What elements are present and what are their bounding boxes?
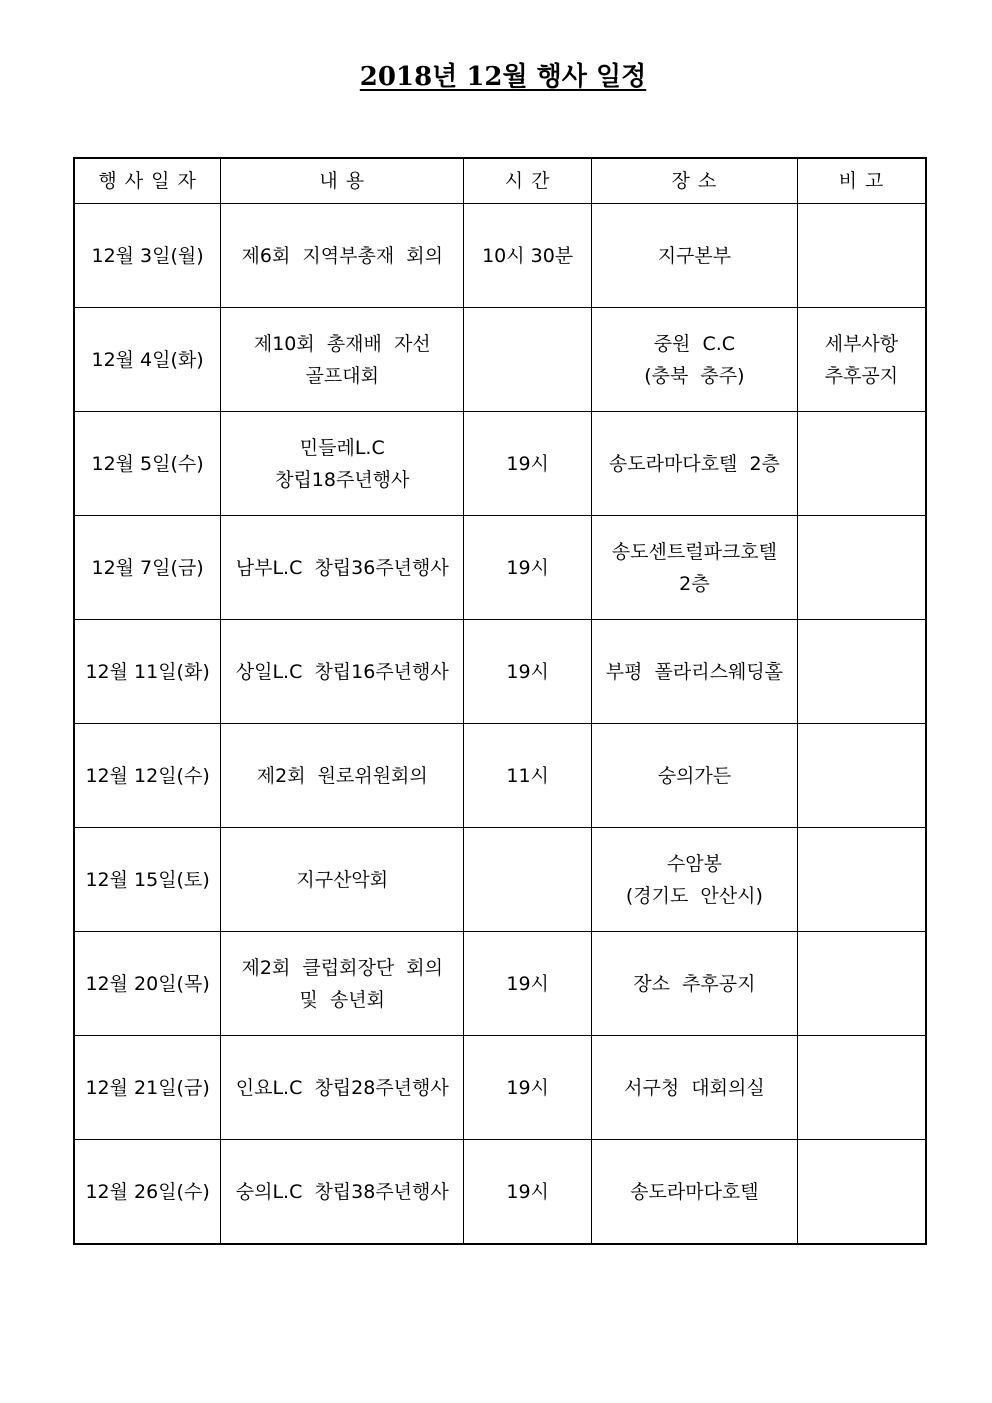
cell-content-line: 상일L.C 창립16주년행사 <box>235 660 449 683</box>
cell-place <box>591 1140 797 1245</box>
cell-time: 19시 <box>464 620 592 724</box>
cell-content <box>221 516 464 620</box>
cell-place <box>591 516 797 620</box>
cell-time <box>464 308 592 412</box>
cell-content <box>221 204 464 308</box>
cell-content <box>221 932 464 1036</box>
cell-content <box>221 308 464 412</box>
cell-place <box>591 412 797 516</box>
cell-place-line: 송도센트럴파크호텔 <box>611 540 777 563</box>
cell-note <box>797 828 926 932</box>
cell-note <box>797 204 926 308</box>
cell-note-line: 추후공지 <box>824 364 899 387</box>
cell-note <box>797 620 926 724</box>
cell-place-line: (경기도 안산시) <box>625 884 763 907</box>
cell-place <box>591 204 797 308</box>
header-row <box>74 158 926 204</box>
table-row <box>74 516 926 620</box>
cell-date: 12월 20일(목) <box>74 932 221 1036</box>
cell-content <box>221 1036 464 1140</box>
cell-content <box>221 620 464 724</box>
cell-note <box>797 724 926 828</box>
cell-place <box>591 620 797 724</box>
cell-place-line: 부평 폴라리스웨딩홀 <box>605 660 784 683</box>
table-row <box>74 932 926 1036</box>
cell-content <box>221 1140 464 1245</box>
cell-time: 19시 <box>464 1036 592 1140</box>
table-header <box>74 158 926 204</box>
cell-place-line: 송도라마다호텔 2층 <box>608 452 780 475</box>
cell-content <box>221 412 464 516</box>
table-row <box>74 204 926 308</box>
cell-place <box>591 828 797 932</box>
cell-date: 12월 7일(금) <box>74 516 221 620</box>
cell-date: 12월 12일(수) <box>74 724 221 828</box>
cell-time: 19시 <box>464 516 592 620</box>
cell-content <box>221 828 464 932</box>
cell-content-line: 숭의L.C 창립38주년행사 <box>235 1180 449 1203</box>
cell-content-line: 제6회 지역부총재 회의 <box>241 244 443 267</box>
cell-place <box>591 932 797 1036</box>
cell-place-line: 지구본부 <box>657 244 732 267</box>
header-note: 비 고 <box>797 158 926 204</box>
cell-content-line: 남부L.C 창립36주년행사 <box>235 556 449 579</box>
cell-content <box>221 724 464 828</box>
cell-content-line: 및 송년회 <box>299 988 385 1011</box>
cell-note <box>797 308 926 412</box>
cell-place-line: 중원 C.C <box>653 332 736 355</box>
table-row <box>74 1140 926 1245</box>
cell-place-line: 숭의가든 <box>657 764 732 787</box>
table-row <box>74 828 926 932</box>
cell-date: 12월 5일(수) <box>74 412 221 516</box>
header-place: 장 소 <box>591 158 797 204</box>
cell-date: 12월 11일(화) <box>74 620 221 724</box>
cell-content-line: 창립18주년행사 <box>275 468 410 491</box>
cell-note <box>797 412 926 516</box>
cell-date: 12월 21일(금) <box>74 1036 221 1140</box>
cell-place-line: 2층 <box>679 572 710 595</box>
cell-content-line: 제2회 클럽회장단 회의 <box>241 956 443 979</box>
cell-note <box>797 1140 926 1245</box>
cell-place-line: 수암봉 <box>666 852 722 875</box>
table-row <box>74 1036 926 1140</box>
cell-note <box>797 932 926 1036</box>
cell-place <box>591 308 797 412</box>
schedule-table <box>73 157 927 1245</box>
cell-place-line: 서구청 대회의실 <box>624 1076 765 1099</box>
cell-time: 19시 <box>464 412 592 516</box>
cell-date: 12월 26일(수) <box>74 1140 221 1245</box>
cell-time: 11시 <box>464 724 592 828</box>
header-date: 행 사 일 자 <box>74 158 221 204</box>
cell-time: 19시 <box>464 932 592 1036</box>
cell-time: 10시 30분 <box>464 204 592 308</box>
header-time: 시 간 <box>464 158 592 204</box>
cell-date: 12월 15일(토) <box>74 828 221 932</box>
table-row <box>74 308 926 412</box>
cell-place-line: 장소 추후공지 <box>633 972 756 995</box>
cell-content-line: 민들레L.C <box>299 436 385 459</box>
cell-note <box>797 516 926 620</box>
cell-place <box>591 1036 797 1140</box>
cell-time: 19시 <box>464 1140 592 1245</box>
cell-note-line: 세부사항 <box>824 332 899 355</box>
cell-time <box>464 828 592 932</box>
table-body <box>74 204 926 1245</box>
cell-place-line: (충북 충주) <box>644 364 745 387</box>
cell-date: 12월 3일(월) <box>74 204 221 308</box>
cell-place <box>591 724 797 828</box>
cell-place-line: 송도라마다호텔 <box>630 1180 759 1203</box>
cell-content-line: 제2회 원로위원회의 <box>256 764 428 787</box>
page-title: 2018년 12월 행사 일정 <box>359 62 647 92</box>
table-row <box>74 412 926 516</box>
header-content: 내 용 <box>221 158 464 204</box>
cell-content-line: 지구산악회 <box>296 868 389 891</box>
cell-content-line: 인요L.C 창립28주년행사 <box>235 1076 449 1099</box>
table-row <box>74 724 926 828</box>
cell-note <box>797 1036 926 1140</box>
cell-content-line: 골프대회 <box>305 364 379 387</box>
table-row <box>74 620 926 724</box>
cell-date: 12월 4일(화) <box>74 308 221 412</box>
cell-content-line: 제10회 총재배 자선 <box>253 332 431 355</box>
